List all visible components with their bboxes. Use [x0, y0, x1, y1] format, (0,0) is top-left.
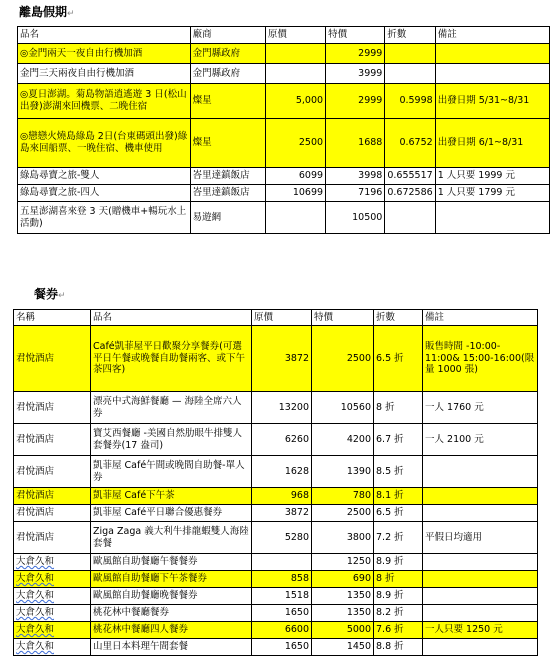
- table-row: [18, 119, 550, 168]
- note-cell: [423, 639, 538, 656]
- paragraph-mark-icon: ↵: [67, 9, 75, 19]
- item-name-cell: 歐風館自助餐廳晚餐餐券: [91, 588, 252, 605]
- product-name-cell: 五星澎湖喜來登 3 天(贈機車+暢玩水上活動): [18, 202, 191, 234]
- table-header-row: [14, 310, 538, 326]
- hotel-name-cell: 君悅酒店: [14, 392, 91, 424]
- table-row: [14, 622, 538, 639]
- item-name-cell: 凱菲屋 Café平日聯合優惠餐券: [91, 505, 252, 522]
- header-cell: 名稱: [14, 310, 91, 326]
- vendor-cell: 金門縣政府: [190, 44, 265, 64]
- hotel-name-cell: 大倉久和: [14, 554, 91, 571]
- note-cell: 一人 2100 元: [423, 424, 538, 456]
- hotel-name-cell: 大倉久和: [14, 571, 91, 588]
- item-name-cell: 凱菲屋 Café午間或晚間自助餐-單人券: [91, 456, 252, 488]
- header-cell: 特價: [326, 27, 385, 44]
- discount-cell: 0.6752: [385, 119, 435, 168]
- original-price-cell: 13200: [252, 392, 312, 424]
- paragraph-mark-icon: ↵: [58, 291, 66, 301]
- header-cell: 原價: [265, 27, 325, 44]
- original-price-cell: 6099: [265, 168, 325, 185]
- item-name-cell: 歐風館自助餐廳下午茶餐券: [91, 571, 252, 588]
- table-row: [18, 185, 550, 202]
- special-price-cell: 5000: [312, 622, 374, 639]
- hotel-name-cell: 君悅酒店: [14, 488, 91, 505]
- table-row: [14, 554, 538, 571]
- special-price-cell: 10500: [326, 202, 385, 234]
- item-name-cell: 寶艾西餐廳 -美國自然肋眼牛排雙人套餐券(17 盎司): [91, 424, 252, 456]
- special-price-cell: 1450: [312, 639, 374, 656]
- special-price-cell: 3998: [326, 168, 385, 185]
- original-price-cell: 6600: [252, 622, 312, 639]
- discount-cell: [385, 64, 435, 84]
- vendor-cell: 峇里達鎮飯店: [190, 168, 265, 185]
- table-row: [14, 588, 538, 605]
- note-cell: [435, 202, 549, 234]
- item-name-cell: 漂亮中式海鮮餐廳 — 海陸全席六人券: [91, 392, 252, 424]
- discount-cell: 8.9 折: [374, 554, 423, 571]
- discount-cell: 7.6 折: [374, 622, 423, 639]
- special-price-cell: 3800: [312, 522, 374, 554]
- item-name-cell: 桃花林中餐廳四人餐券: [91, 622, 252, 639]
- note-cell: [423, 488, 538, 505]
- original-price-cell: 858: [252, 571, 312, 588]
- header-cell: 特價: [312, 310, 374, 326]
- table-row: [14, 424, 538, 456]
- original-price-cell: 1650: [252, 605, 312, 622]
- special-price-cell: 1390: [312, 456, 374, 488]
- discount-cell: 6.7 折: [374, 424, 423, 456]
- item-name-cell: Café凱菲屋平日歡聚分享餐券(可選平日午餐或晚餐自助餐兩客、或下午茶四客): [91, 326, 252, 392]
- original-price-cell: 5,000: [265, 84, 325, 119]
- note-cell: [423, 554, 538, 571]
- note-cell: [423, 456, 538, 488]
- hotel-name-cell: 君悅酒店: [14, 505, 91, 522]
- vendor-cell: 燦星: [190, 84, 265, 119]
- original-price-cell: 6260: [252, 424, 312, 456]
- hotel-name-cell: 君悅酒店: [14, 326, 91, 392]
- table-row: [14, 488, 538, 505]
- table-row: [14, 522, 538, 554]
- discount-cell: 7.2 折: [374, 522, 423, 554]
- vendor-cell: 燦星: [190, 119, 265, 168]
- note-cell: [423, 505, 538, 522]
- original-price-cell: [265, 44, 325, 64]
- section1-title-text: 離島假期: [19, 5, 68, 19]
- special-price-cell: 1688: [326, 119, 385, 168]
- product-name-cell: ◎金門兩天一夜自由行機加酒: [18, 44, 191, 64]
- discount-cell: 8.5 折: [374, 456, 423, 488]
- hotel-name-cell: 大倉久和: [14, 588, 91, 605]
- discount-cell: [385, 44, 435, 64]
- header-cell: 廠商: [190, 27, 265, 44]
- section2-title-text: 餐券: [34, 287, 59, 301]
- discount-cell: [385, 202, 435, 234]
- discount-cell: 0.655517: [385, 168, 435, 185]
- header-cell: 品名: [91, 310, 252, 326]
- original-price-cell: 3872: [252, 505, 312, 522]
- table-row: [14, 639, 538, 656]
- table-row: [14, 326, 538, 392]
- item-name-cell: 桃花林中餐廳餐券: [91, 605, 252, 622]
- original-price-cell: 1650: [252, 639, 312, 656]
- table-row: [14, 605, 538, 622]
- header-cell: 備註: [423, 310, 538, 326]
- note-cell: 出發日期 6/1~8/31: [435, 119, 549, 168]
- original-price-cell: [265, 64, 325, 84]
- note-cell: 一人只要 1250 元: [423, 622, 538, 639]
- header-cell: 折數: [374, 310, 423, 326]
- hotel-name-cell: 君悅酒店: [14, 456, 91, 488]
- special-price-cell: 1350: [312, 605, 374, 622]
- original-price-cell: 1518: [252, 588, 312, 605]
- note-cell: [423, 588, 538, 605]
- original-price-cell: 5280: [252, 522, 312, 554]
- vacation-table: [17, 26, 550, 234]
- note-cell: 1 人只要 1799 元: [435, 185, 549, 202]
- special-price-cell: 2999: [326, 84, 385, 119]
- note-cell: 出發日期 5/31~8/31: [435, 84, 549, 119]
- original-price-cell: 2500: [265, 119, 325, 168]
- table-row: [18, 202, 550, 234]
- note-cell: 1 人只要 1999 元: [435, 168, 549, 185]
- note-cell: 販售時間 -10:00-11:00& 15:00-16:00(限量 1000 張): [423, 326, 538, 392]
- original-price-cell: [252, 554, 312, 571]
- discount-cell: 8.1 折: [374, 488, 423, 505]
- item-name-cell: 山里日本料理午間套餐: [91, 639, 252, 656]
- table-row: [18, 44, 550, 64]
- table-row: [14, 505, 538, 522]
- table-row: [18, 64, 550, 84]
- original-price-cell: 10699: [265, 185, 325, 202]
- product-name-cell: 綠島尋寶之旅-四人: [18, 185, 191, 202]
- note-cell: [423, 605, 538, 622]
- note-cell: [435, 64, 549, 84]
- special-price-cell: 780: [312, 488, 374, 505]
- special-price-cell: 1250: [312, 554, 374, 571]
- table-row: [18, 84, 550, 119]
- product-name-cell: 綠島尋寶之旅-雙人: [18, 168, 191, 185]
- table-row: [18, 168, 550, 185]
- original-price-cell: 3872: [252, 326, 312, 392]
- vendor-cell: 金門縣政府: [190, 64, 265, 84]
- discount-cell: 0.5998: [385, 84, 435, 119]
- discount-cell: 6.5 折: [374, 326, 423, 392]
- product-name-cell: ◎夏日澎湖。菊島物語逍遙遊 3 日(松山出發)澎湖來回機票、二晚住宿: [18, 84, 191, 119]
- product-name-cell: ◎戀戀火燒島綠島 2日(台東碼頭出發)綠島來回船票、一晚住宿、機車使用: [18, 119, 191, 168]
- header-cell: 折數: [385, 27, 435, 44]
- table-row: [14, 392, 538, 424]
- item-name-cell: Ziga Zaga 義大利牛排龍蝦雙人海陸套餐: [91, 522, 252, 554]
- note-cell: [423, 571, 538, 588]
- vendor-cell: 峇里達鎮飯店: [190, 185, 265, 202]
- hotel-name-cell: 大倉久和: [14, 622, 91, 639]
- section2-title: [34, 285, 66, 302]
- special-price-cell: 7196: [326, 185, 385, 202]
- special-price-cell: 10560: [312, 392, 374, 424]
- table-row: [14, 571, 538, 588]
- note-cell: 平假日均適用: [423, 522, 538, 554]
- special-price-cell: 2500: [312, 326, 374, 392]
- special-price-cell: 2999: [326, 44, 385, 64]
- hotel-name-cell: 大倉久和: [14, 605, 91, 622]
- special-price-cell: 3999: [326, 64, 385, 84]
- discount-cell: 8 折: [374, 571, 423, 588]
- special-price-cell: 1350: [312, 588, 374, 605]
- special-price-cell: 2500: [312, 505, 374, 522]
- header-cell: 備註: [435, 27, 549, 44]
- section1-title: [19, 3, 75, 20]
- header-cell: 原價: [252, 310, 312, 326]
- header-cell: 品名: [18, 27, 191, 44]
- item-name-cell: 歐風館自助餐廳午餐餐券: [91, 554, 252, 571]
- special-price-cell: 690: [312, 571, 374, 588]
- discount-cell: 0.672586: [385, 185, 435, 202]
- discount-cell: 8.9 折: [374, 588, 423, 605]
- note-cell: [435, 44, 549, 64]
- hotel-name-cell: 大倉久和: [14, 639, 91, 656]
- vendor-cell: 易遊網: [190, 202, 265, 234]
- product-name-cell: 金門三天兩夜自由行機加酒: [18, 64, 191, 84]
- discount-cell: 8 折: [374, 392, 423, 424]
- original-price-cell: 968: [252, 488, 312, 505]
- note-cell: 一人 1760 元: [423, 392, 538, 424]
- table-header-row: [18, 27, 550, 44]
- hotel-name-cell: 君悅酒店: [14, 424, 91, 456]
- item-name-cell: 凱菲屋 Café下午茶: [91, 488, 252, 505]
- original-price-cell: 1628: [252, 456, 312, 488]
- original-price-cell: [265, 202, 325, 234]
- table-row: [14, 456, 538, 488]
- discount-cell: 8.2 折: [374, 605, 423, 622]
- meal-voucher-table: [13, 309, 538, 656]
- special-price-cell: 4200: [312, 424, 374, 456]
- discount-cell: 8.8 折: [374, 639, 423, 656]
- hotel-name-cell: 君悅酒店: [14, 522, 91, 554]
- discount-cell: 6.5 折: [374, 505, 423, 522]
